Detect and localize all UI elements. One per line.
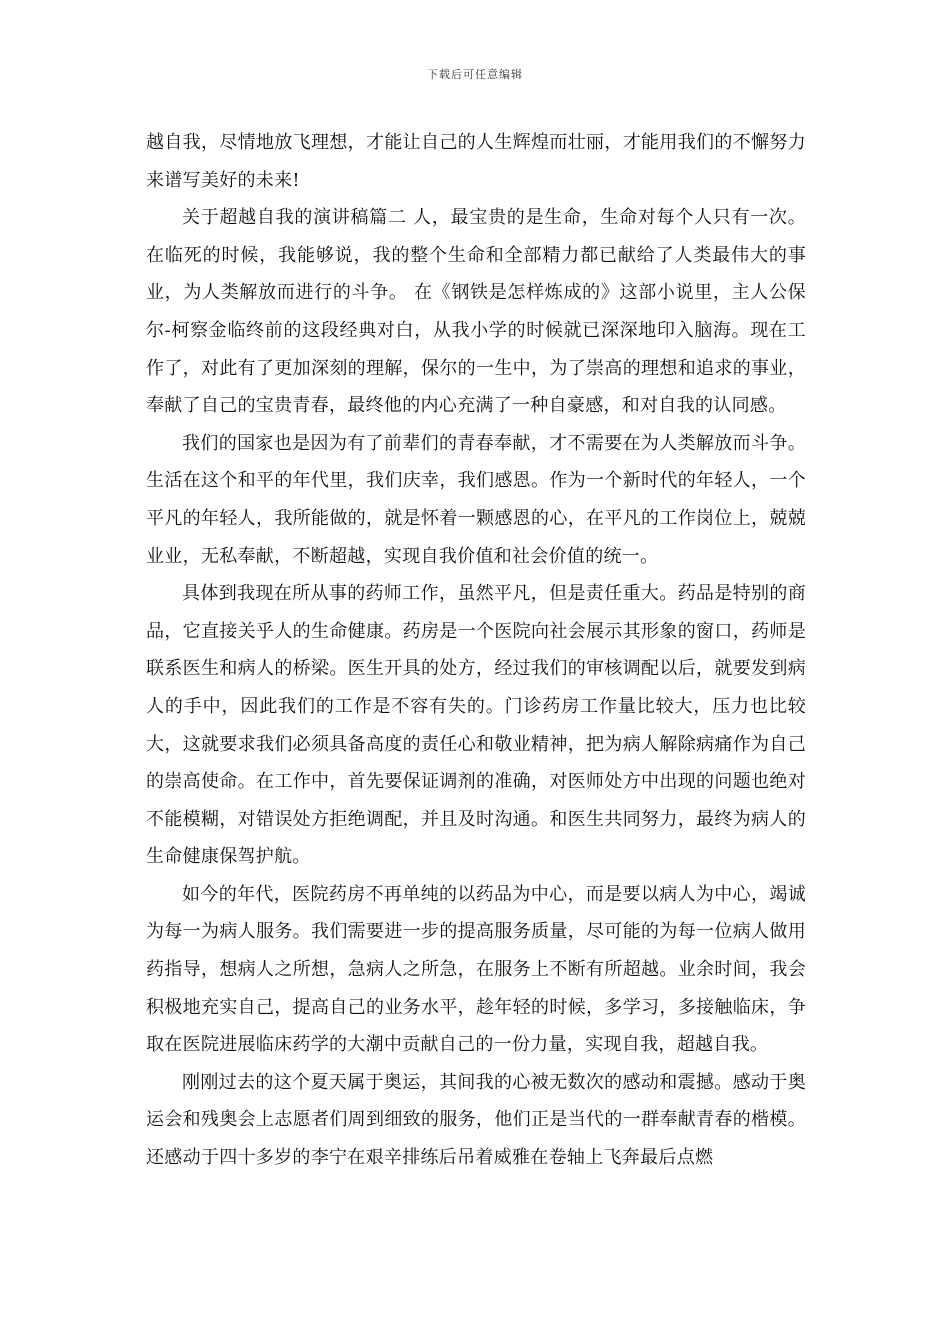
paragraph-4: 具体到我现在所从事的药师工作，虽然平凡，但是责任重大。药品是特别的商品，它直接关乎人的生命健康。药房是一个医院向社会展示其形象的窗口，药师是联系医生和病人的桥梁。医生开具的处方，经过我们的审核调配以后，就要发到病人的手中，因此我们的工作是不容有失的。门诊药房工作量比较大，压力也比较大，这就要求我们必须具备高度的责任心和敬业精神，把为病人解除病痛作为自己的崇高使命。在工作中，首先要保证调剂的准确，对医师处方中出现的问题也绝对不能模糊，对错误处方拒绝调配，并且及时沟通。和医生共同努力，最终为病人的生命健康保驾护航。 [146, 583, 806, 868]
page-header: 下载后可任意编辑 [427, 68, 523, 81]
paragraph-3: 我们的国家也是因为有了前辈们的青春奉献，才不需要在为人类解放而斗争。生活在这个和平的年代里，我们庆幸，我们感恩。作为一个新时代的年轻人，一个平凡的年轻人，我所能做的，就是怀着一颗感恩的心，在平凡的工作岗位上，兢兢业业，无私奉献，不断超越，实现自我价值和社会价值的统一。 [146, 432, 806, 567]
paragraph-6: 刚刚过去的这个夏天属于奥运，其间我的心被无数次的感动和震撼。感动于奥运会和残奥会上志愿者们周到细致的服务，他们正是当代的一群奉献青春的楷模。还感动于四十多岁的李宁在艰辛排练后吊着威雅在卷轴上飞奔最后点燃 [146, 1071, 806, 1169]
paragraph-5: 如今的年代，医院药房不再单纯的以药品为中心，而是要以病人为中心，竭诚为每一为病人服务。我们需要进一步的提高服务质量，尽可能的为每一位病人做用药指导，想病人之所想，急病人之所急，在服务上不断有所超越。业余时间，我会积极地充实自己，提高自己的业务水平，趁年轻的时候，多学习，多接触临床，争取在医院进展临床药学的大潮中贡献自己的一份力量，实现自我，超越自我。 [146, 883, 806, 1056]
document-body [146, 124, 806, 1177]
paragraph-2: 关于超越自我的演讲稿篇二 人，最宝贵的是生命，生命对每个人只有一次。在临死的时候，我能够说，我的整个生命和全部精力都已献给了人类最伟大的事业，为人类解放而进行的斗争。 在《钢铁是怎样炼成的》这部小说里，主人公保尔-柯察金临终前的这段经典对白，从我小学的时候就已深深地印入脑海。现在工作了，对此有了更加深刻的理解，保尔的一生中，为了崇高的理想和追求的事业，奉献了自己的宝贵青春，最终他的内心充满了一种自豪感，和对自我的认同感。 [146, 207, 806, 417]
paragraph-1: 越自我，尽情地放飞理想，才能让自己的人生辉煌而壮丽，才能用我们的不懈努力来谱写美好的未来! [146, 132, 806, 191]
